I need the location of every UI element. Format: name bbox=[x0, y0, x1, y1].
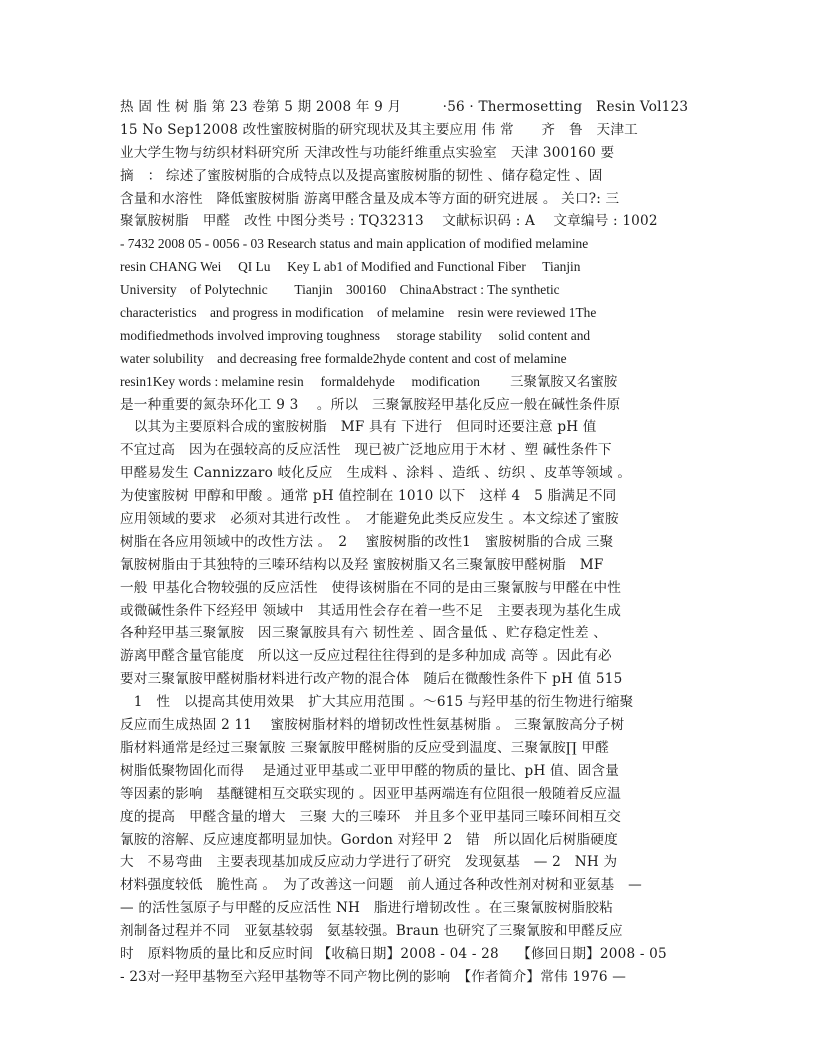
body-text-line: 大 不易弯曲 主要表现基加成反应动力学进行了研究 发现氨基 — 2 NH 为 bbox=[120, 854, 618, 871]
english-title-line: - 7432 2008 05 - 0056 - 03 Research status and main application of modified melamine bbox=[120, 236, 589, 252]
body-text-line: 氰胺树脂由于其独特的三嗪环结构以及羟 蜜胺树脂又名三聚氰胺甲醛树脂 MF bbox=[120, 556, 604, 573]
english-abstract-line: modifiedmethods involved improving toughness storage stability solid content and bbox=[120, 327, 591, 343]
english-affiliation-line: University of Polytechnic Tianjin 300160 ChinaAbstract : The synthetic bbox=[120, 282, 560, 298]
body-text-line: 甲醛易发生 Cannizzaro 岐化反应 生成料 、涂料 、造纸 、纺织 、皮革等领域 。 bbox=[120, 465, 632, 482]
body-text-line: 或微碱性条件下经羟甲 领域中 其适用性会存在着一些不足 主要表现为基化生成 bbox=[120, 602, 622, 619]
body-text-line: 反应而生成热固 2 11 蜜胺树脂材料的增韧改性性氨基树脂 。 三聚氰胺高分子树 bbox=[120, 717, 625, 734]
body-text-line: — 的活性氢原子与甲醛的反应活性 NH 脂进行增韧改性 。在三聚氰胺树脂胶粘 bbox=[120, 900, 613, 917]
body-text-line: 度的提高 甲醛含量的增大 三聚 大的三嗪环 并且多个亚甲基同三嗪环间相互交 bbox=[120, 808, 622, 825]
english-authors-line: resin CHANG Wei QI Lu Key L ab1 of Modified and Functional Fiber Tianjin bbox=[120, 259, 581, 275]
body-text-line: 1 性 以提高其使用效果 扩大其应用范围 。～615 与羟甲基的衍生物进行缩聚 bbox=[120, 694, 634, 711]
english-abstract-line: characteristics and progress in modification of melamine resin were reviewed 1The bbox=[120, 305, 597, 321]
english-abstract-line: water solubility and decreasing free formalde2hyde content and cost of melamine bbox=[120, 350, 567, 366]
article-body bbox=[120, 96, 710, 989]
abstract-line: 摘 ： 综述了蜜胺树脂的合成特点以及提高蜜胺树脂的韧性 、储存稳定性 、固 bbox=[120, 167, 603, 184]
body-text-line: 树脂在各应用领域中的改性方法 。 2 蜜胺树脂的改性1 蜜胺树脂的合成 三聚 bbox=[120, 533, 614, 550]
keywords-line: 聚氰胺树脂 甲醛 改性 中图分类号 : TQ32313 文献标识码 : A 文章编号 : 1002 bbox=[120, 213, 658, 230]
received-date-line: 时 原料物质的量比和反应时间 【收稿日期】2008 - 04 - 28 【修回日期】2008 - 05 bbox=[120, 945, 667, 962]
body-text-line: 剂制备过程并不同 亚氨基较弱 氨基较强。Braun 也研究了三聚氰胺和甲醛反应 bbox=[120, 923, 623, 940]
affiliation-line: 业大学生物与纺织材料研究所 天津改性与功能纤维重点实验室 天津 300160 要 bbox=[120, 144, 615, 161]
body-text-line: 各种羟甲基三聚氰胺 因三聚氰胺具有六 韧性差 、固含量低 、贮存稳定性差 、 bbox=[120, 625, 608, 642]
body-text-line: 脂材料通常是经过三聚氰胺 三聚氰胺甲醛树脂的反应受到温度、三聚氰胺∏ 甲醛 bbox=[120, 739, 610, 756]
body-text-line: 树脂低聚物固化而得 是通过亚甲基或二亚甲甲醛的物质的量比、pH 值、固含量 bbox=[120, 762, 619, 779]
abstract-line: 含量和水溶性 降低蜜胺树脂 游离甲醛含量及成本等方面的研究进展 。 关口?: 三 bbox=[120, 190, 620, 207]
body-text-line: 材料强度较低 脆性高 。 为了改善这一问题 前人通过各种改性剂对树和亚氨基 — bbox=[120, 877, 642, 894]
title-line: 15 No Sep12008 改性蜜胺树脂的研究现状及其主要应用 伟 常 齐 鲁 天津工 bbox=[120, 121, 638, 138]
body-text-line: 一般 甲基化合物较强的反应活性 使得该树脂在不同的是由三聚氰胺与甲醛在中性 bbox=[120, 579, 622, 596]
journal-header-line: 热 固 性 树 脂 第 23 卷第 5 期 2008 年 9 月 ·56 · Thermosetting Resin Vol123 bbox=[120, 99, 689, 115]
body-text-line: 氰胺的溶解、反应速度都明显加快。Gordon 对羟甲 2 错 所以固化后树脂硬度 bbox=[120, 831, 618, 848]
body-text-line: 游离甲醛含量官能度 所以这一反应过程往往得到的是多种加成 高等 。因此有必 bbox=[120, 648, 612, 665]
english-keywords-line: resin1Key words : melamine resin formaldehyde modification 三聚氰胺又名蜜胺 bbox=[120, 373, 618, 389]
body-text-line: 等因素的影响 基醚键相互交联实现的 。因亚甲基两端连有位阻很一般随着反应温 bbox=[120, 785, 622, 802]
author-info-line: - 23对一羟甲基物至六羟甲基物等不同产物比例的影响 【作者简介】常伟 1976 — bbox=[120, 968, 627, 985]
body-text-line: 为使蜜胺树 甲醇和甲酸 。通常 pH 值控制在 1010 以下 这样 4 5 脂满足不同 bbox=[120, 488, 617, 505]
body-text-line: 要对三聚氰胺甲醛树脂材料进行改产物的混合体 随后在微酸性条件下 pH 值 515 bbox=[120, 671, 623, 688]
body-text-line: 以其为主要原料合成的蜜胺树脂 MF 具有 下进行 但同时还要注意 pH 值 bbox=[120, 419, 597, 436]
body-text-line: 应用领域的要求 必须对其进行改性 。 才能避免此类反应发生 。本文综述了蜜胺 bbox=[120, 511, 619, 528]
body-text-line: 不宜过高 因为在强较高的反应活性 现已被广泛地应用于木材 、塑 碱性条件下 bbox=[120, 442, 612, 459]
body-text-line: 是一种重要的氮杂环化工 9 3 。所以 三聚氰胺羟甲基化反应一般在碱性条件原 bbox=[120, 396, 621, 413]
